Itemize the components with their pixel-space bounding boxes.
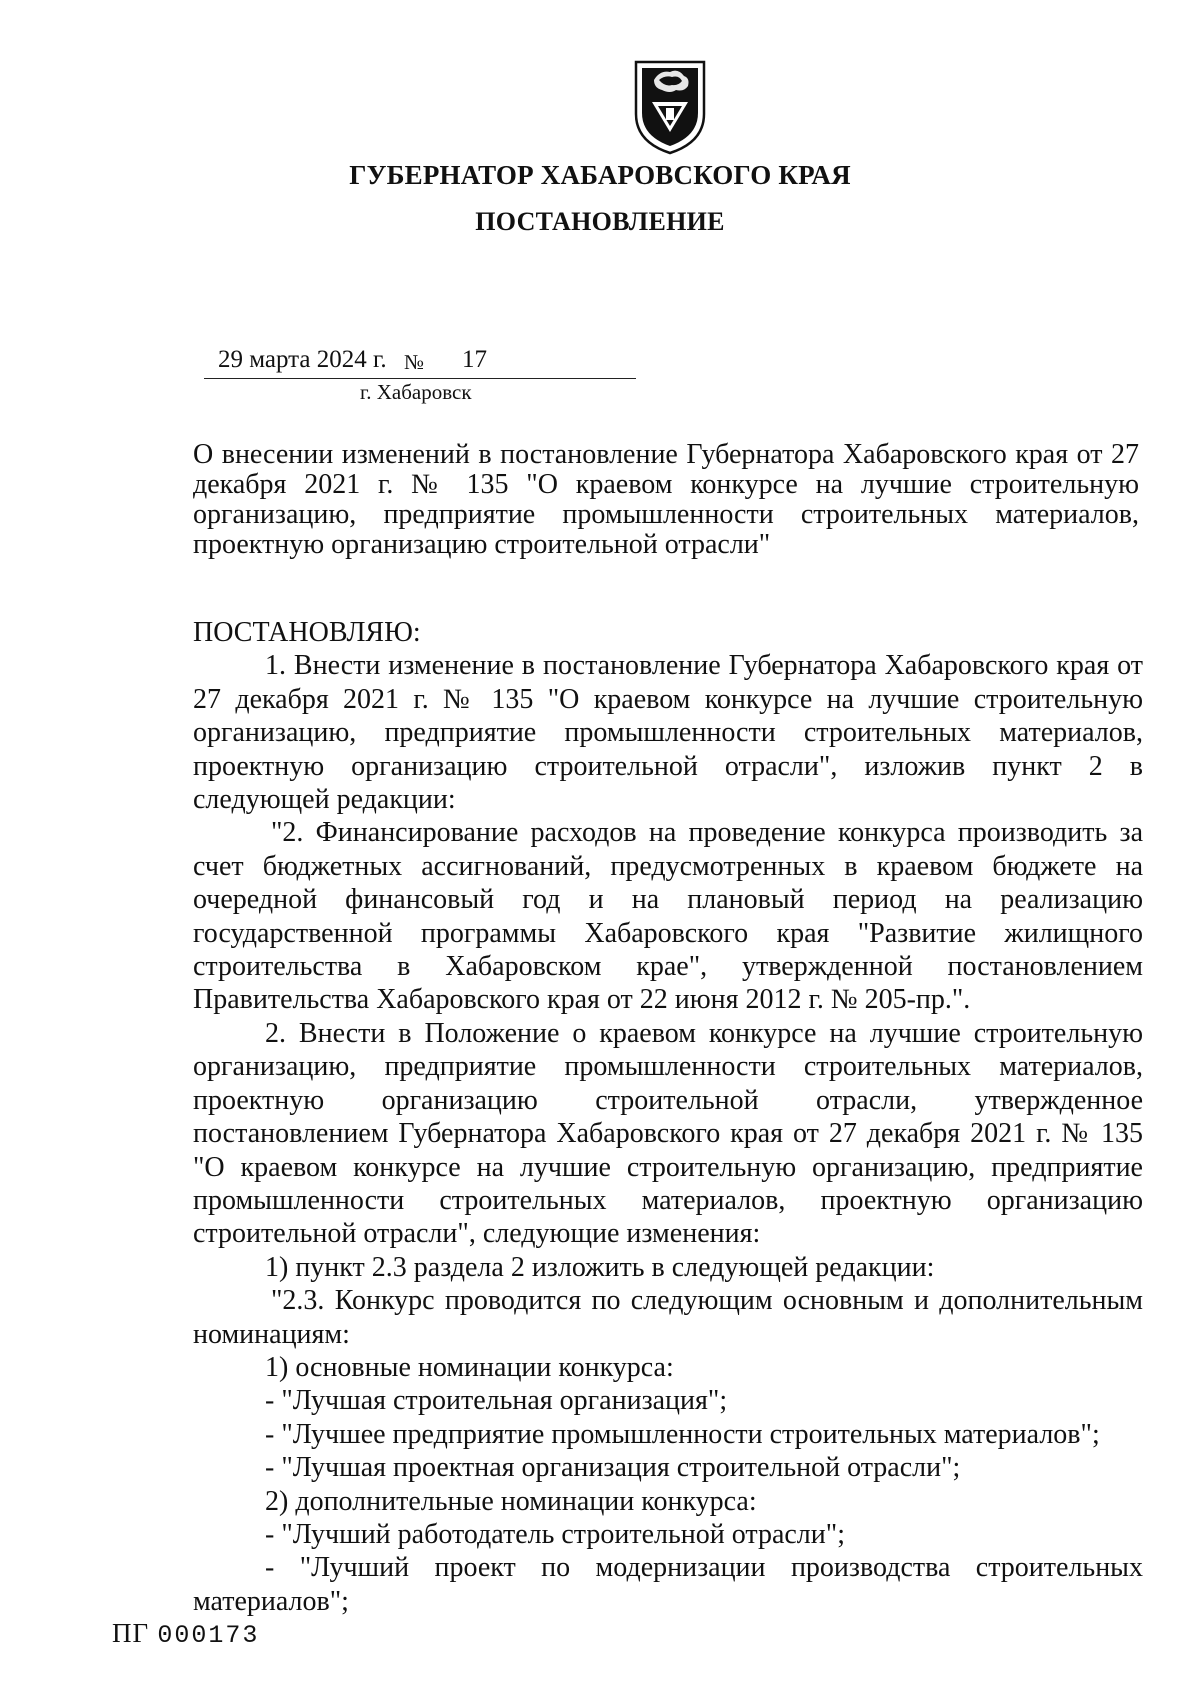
form-serial-number: [112, 1618, 259, 1650]
main-nominations-heading: 1) основные номинации конкурса:: [265, 1351, 674, 1383]
document-type-title: ПОСТАНОВЛЕНИЕ: [475, 207, 725, 236]
main-nomination-item: - "Лучшая проектная организация строительной отрасли";: [265, 1452, 961, 1484]
document-date: 29 марта 2024 г.: [218, 346, 387, 373]
form-code: 000173: [157, 1621, 260, 1650]
extra-nomination-item: - "Лучший проект по модернизации производства строительных: [265, 1552, 1143, 1584]
paragraph-2-item-1: 1) пункт 2.3 раздела 2 изложить в следующей редакции:: [265, 1251, 935, 1283]
paragraph-2-quote: "2.3. Конкурс проводится по следующим основным и дополнительным номинациям:: [193, 1285, 1143, 1350]
extra-nominations-heading: 2) дополнительные номинации конкурса:: [265, 1485, 757, 1517]
extra-nomination-item-continued: материалов";: [193, 1585, 349, 1617]
date-number-line: [204, 346, 636, 379]
document-subject: О внесении изменений в постановление Губернатора Хабаровского края от 27 декабря 2021 г. № 135 "О краевом конкурсе на лучшие строительную организацию, предприятие промышленности строительных материалов, проектную организацию строительной отрасли": [193, 439, 1139, 560]
issuer-title: ГУБЕРНАТОР ХАБАРОВСКОГО КРАЯ: [349, 160, 851, 190]
extra-nomination-item: - "Лучший работодатель строительной отрасли";: [265, 1518, 845, 1550]
issue-city: г. Хабаровск: [360, 380, 472, 404]
khabarovsk-coat-of-arms-icon: [632, 58, 708, 156]
form-prefix: ПГ: [112, 1618, 150, 1648]
resolve-heading: ПОСТАНОВЛЯЮ:: [193, 617, 421, 648]
paragraph-1-quote: "2. Финансирование расходов на проведение конкурса производить за счет бюджетных ассигнований, предусмотренных в краевом бюджете на очередной финансовый год и на плановый период на реализацию государственной программы Хабаровского края "Развитие жилищного строительства в Хабаровском крае", утвержденной постановлением Правительства Хабаровского края от 22 июня 2012 г. № 205-пр.".: [193, 817, 1143, 1016]
main-nomination-item: - "Лучшее предприятие промышленности строительных материалов";: [265, 1418, 1100, 1450]
main-nomination-item: - "Лучшая строительная организация";: [265, 1385, 728, 1417]
document-body: [193, 616, 1143, 1618]
number-sign: №: [404, 350, 425, 374]
document-number: 17: [462, 346, 487, 373]
paragraph-1: 1. Внести изменение в постановление Губернатора Хабаровского края от 27 декабря 2021 г. № 135 "О краевом конкурсе на лучшие строительную организацию, предприятие промышленности строительных материалов, проектную организацию строительной отрасли", изложив пункт 2 в следующей редакции:: [193, 650, 1143, 816]
paragraph-2: 2. Внести в Положение о краевом конкурсе на лучшие строительную организацию, предприятие промышленности строительных материалов, проектную организацию строительной отрасли, утвержденное постановлением Губернатора Хабаровского края от 27 декабря 2021 г. № 135 "О краевом конкурсе на лучшие строительную организацию, предприятие промышленности строительных материалов, проектную организацию строительной отрасли", следующие изменения:: [193, 1017, 1143, 1250]
